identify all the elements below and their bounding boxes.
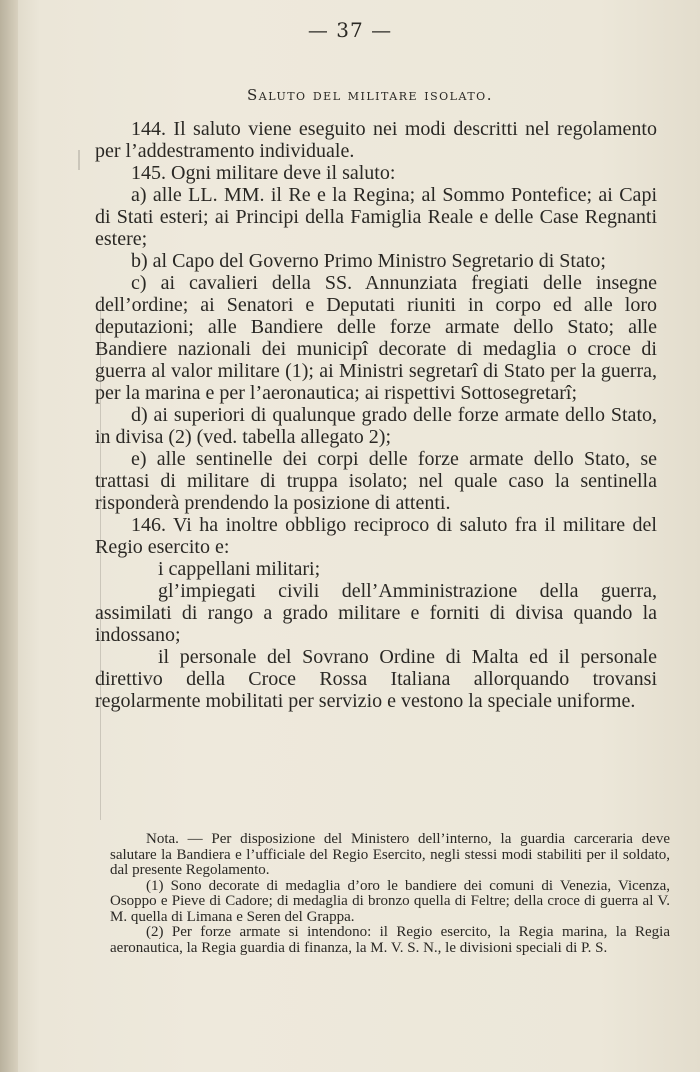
footnote-2: (2) Per forze armate si intendono: il Regio esercito, la Regia marina, la Regia aeronautica, la Regia guardia di finanza, la M. V. S. N., le divisioni speciali di P. S. [110,924,670,956]
pencil-margin-mark [78,150,80,170]
paragraph-145-c: c) ai cavalieri della SS. Annunziata fregiati delle insegne dell’ordine; ai Senatori e Deputati riuniti in corpo ed alle loro deputazioni; alle Bandiere delle forze armate dello Stato; alle Bandiere nazionali dei municipî decorate di medaglia o croce di guerra al valor militare (1); ai Ministri segretarî di Stato per la guerra, per la marina e per l’aeronautica; ai rispettivi Sottosegretarî; [95,272,657,404]
footnote-1: (1) Sono decorate di medaglia d’oro le bandiere dei comuni di Venezia, Vicenza, Osoppo e Pieve di Cadore; di medaglia di bronzo quella di Feltre; della croce di guerra al V. M. quella di Limana e Seren del Grappa. [110,877,670,925]
paragraph-146-item-3: il personale del Sovrano Ordine di Malta ed il personale direttivo della Croce Rossa Italiana allorquando trovansi regolarmente mobilitati per servizio e vestono la speciale uniforme. [95,646,657,712]
page-spine-shadow [0,0,18,1072]
paragraph-145-d: d) ai superiori di qualunque grado delle forze armate dello Stato, in divisa (2) (ved. tabella allegato 2); [95,404,657,448]
paragraph-145-a: a) alle LL. MM. il Re e la Regina; al Sommo Pontefice; ai Capi di Stati esteri; ai Principi della Famiglia Reale e delle Case Regnanti estere; [95,184,657,250]
paragraph-146: 146. Vi ha inoltre obbligo reciproco di saluto fra il militare del Regio esercito e: [95,514,657,558]
page-number: — 37 — [307,18,393,42]
paragraph-144: 144. Il saluto viene eseguito nei modi descritti nel regolamento per l’addestramento individuale. [95,118,657,162]
paragraph-146-item-1: i cappellani militari; [158,558,321,580]
paragraph-145-e: e) alle sentinelle dei corpi delle forze armate dello Stato, se trattasi di militare di truppa isolato; nel quale caso la sentinella risponderà prendendo la posizione di attenti. [95,448,657,514]
footnote-nota: Nota. — Per disposizione del Ministero dell’interno, la guardia carceraria deve salutare la Bandiera e l’ufficiale del Regio Esercito, negli stessi modi stabiliti per il soldato, dal presente Regolamento. [110,831,670,878]
paragraph-146-item-2: gl’impiegati civili dell’Amministrazione della guerra, assimilati di rango a grado militare e forniti di divisa quando la indossano; [95,580,657,646]
paragraph-145-b: b) al Capo del Governo Primo Ministro Segretario di Stato; [131,250,606,272]
section-title: Saluto del militare isolato. [247,86,493,104]
body-text [95,118,657,712]
footnotes [110,832,670,956]
paragraph-145: 145. Ogni militare deve il saluto: [131,162,396,184]
